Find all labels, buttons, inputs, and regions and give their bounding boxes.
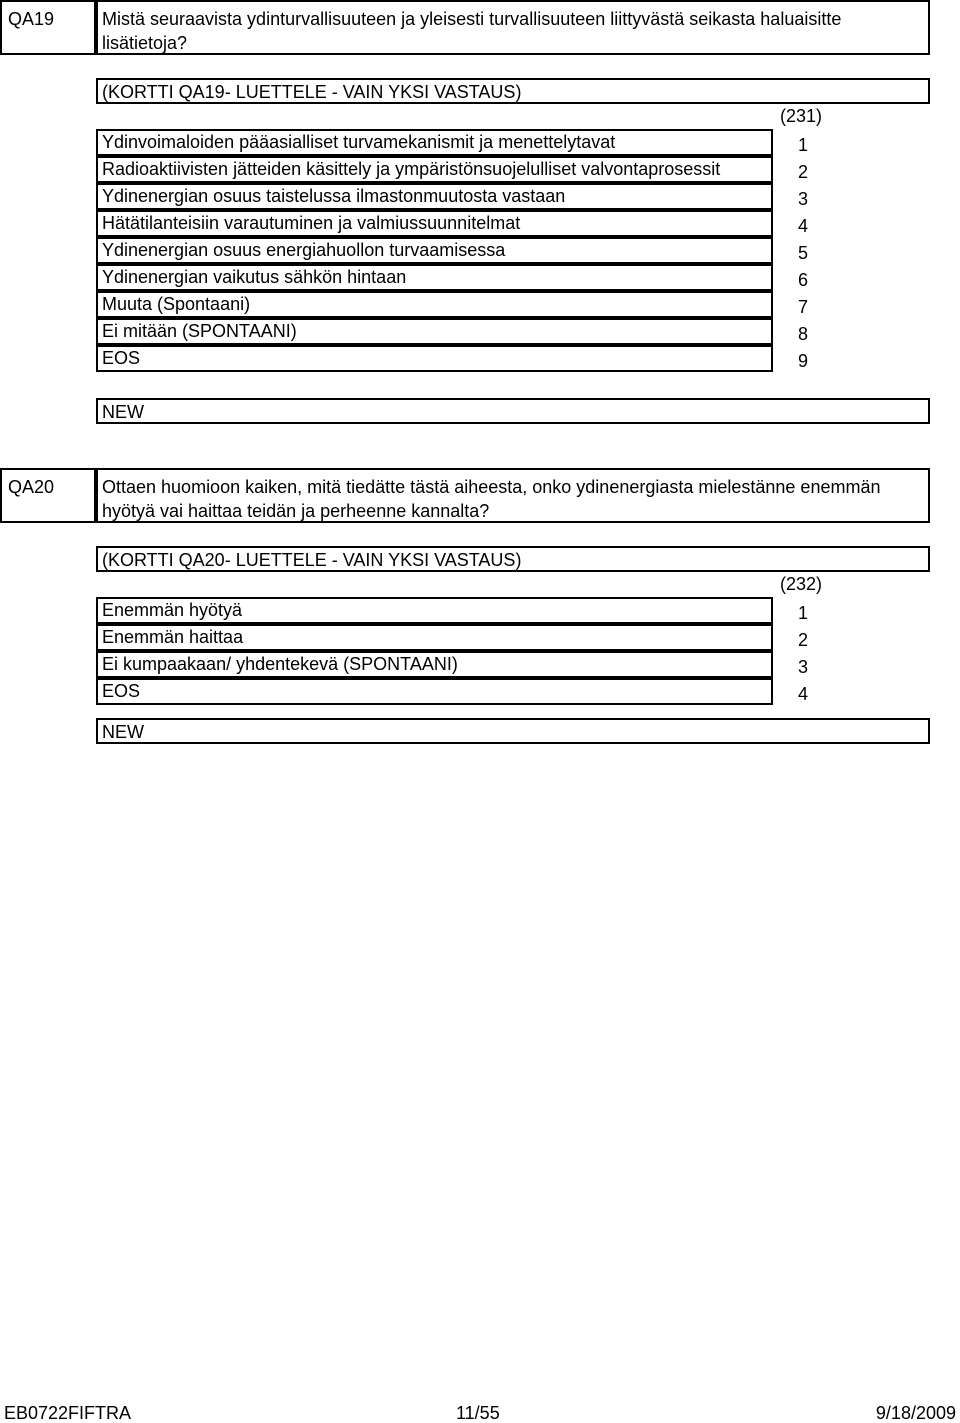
option-row[interactable] xyxy=(96,264,836,291)
option-row[interactable] xyxy=(96,183,836,210)
code-header-qa20: (232) xyxy=(779,574,823,594)
option-code: 2 xyxy=(797,162,808,182)
option-code: 5 xyxy=(797,243,808,263)
option-code: 1 xyxy=(797,603,808,623)
option-label: Hätätilanteisiin varautuminen ja valmiussuunnitelmat xyxy=(96,210,773,237)
option-row[interactable] xyxy=(96,318,836,345)
footer-doc-code: EB0722FIFTRA xyxy=(4,1403,132,1423)
option-label: EOS xyxy=(96,678,773,705)
option-code: 7 xyxy=(797,297,808,317)
option-row[interactable] xyxy=(96,597,836,624)
option-code: 4 xyxy=(797,216,808,236)
option-code: 3 xyxy=(797,657,808,677)
option-label: Ei mitään (SPONTAANI) xyxy=(96,318,773,345)
option-row[interactable] xyxy=(96,678,836,705)
option-code: 2 xyxy=(797,630,808,650)
question-text-qa19: Mistä seuraavista ydinturvallisuuteen ja yleisesti turvallisuuteen liittyvästä seikasta haluaisitte lisätietoja? xyxy=(96,0,930,55)
option-code: 6 xyxy=(797,270,808,290)
option-row[interactable] xyxy=(96,345,836,372)
option-label: EOS xyxy=(96,345,773,372)
option-row[interactable] xyxy=(96,237,836,264)
question-id-qa20: QA20 xyxy=(0,468,96,523)
card-instruction-qa19: (KORTTI QA19- LUETTELE - VAIN YKSI VASTAUS) xyxy=(96,78,930,104)
option-code: 8 xyxy=(797,324,808,344)
option-label: Ydinenergian vaikutus sähkön hintaan xyxy=(96,264,773,291)
option-label: Ydinenergian osuus energiahuollon turvaamisessa xyxy=(96,237,773,264)
option-list-qa20 xyxy=(96,597,836,705)
option-code: 9 xyxy=(797,351,808,371)
option-row[interactable] xyxy=(96,129,836,156)
option-label: Enemmän haittaa xyxy=(96,624,773,651)
option-label: Enemmän hyötyä xyxy=(96,597,773,624)
footer-date: 9/18/2009 xyxy=(875,1403,956,1423)
footer-page-number: 11/55 xyxy=(456,1403,500,1423)
new-box-qa19: NEW xyxy=(96,398,930,424)
card-instruction-qa20: (KORTTI QA20- LUETTELE - VAIN YKSI VASTAUS) xyxy=(96,546,930,572)
option-row[interactable] xyxy=(96,291,836,318)
question-text-qa20: Ottaen huomioon kaiken, mitä tiedätte tästä aiheesta, onko ydinenergiasta mielestänne enemmän hyötyä vai haittaa teidän ja perheenne kannalta? xyxy=(96,468,930,523)
page-footer xyxy=(0,1404,960,1423)
option-row[interactable] xyxy=(96,624,836,651)
option-code: 3 xyxy=(797,189,808,209)
option-list-qa19 xyxy=(96,129,836,372)
code-header-qa19: (231) xyxy=(779,106,823,126)
option-label: Ei kumpaakaan/ yhdentekevä (SPONTAANI) xyxy=(96,651,773,678)
question-id-qa19: QA19 xyxy=(0,0,96,55)
option-label: Ydinvoimaloiden pääasialliset turvamekanismit ja menettelytavat xyxy=(96,129,773,156)
option-row[interactable] xyxy=(96,651,836,678)
option-label: Muuta (Spontaani) xyxy=(96,291,773,318)
option-code: 4 xyxy=(797,684,808,704)
option-row[interactable] xyxy=(96,210,836,237)
new-box-qa20: NEW xyxy=(96,718,930,744)
option-code: 1 xyxy=(797,135,808,155)
option-label: Radioaktiivisten jätteiden käsittely ja ympäristönsuojelulliset valvontaprosessit xyxy=(96,156,773,183)
option-row[interactable] xyxy=(96,156,836,183)
option-label: Ydinenergian osuus taistelussa ilmastonmuutosta vastaan xyxy=(96,183,773,210)
